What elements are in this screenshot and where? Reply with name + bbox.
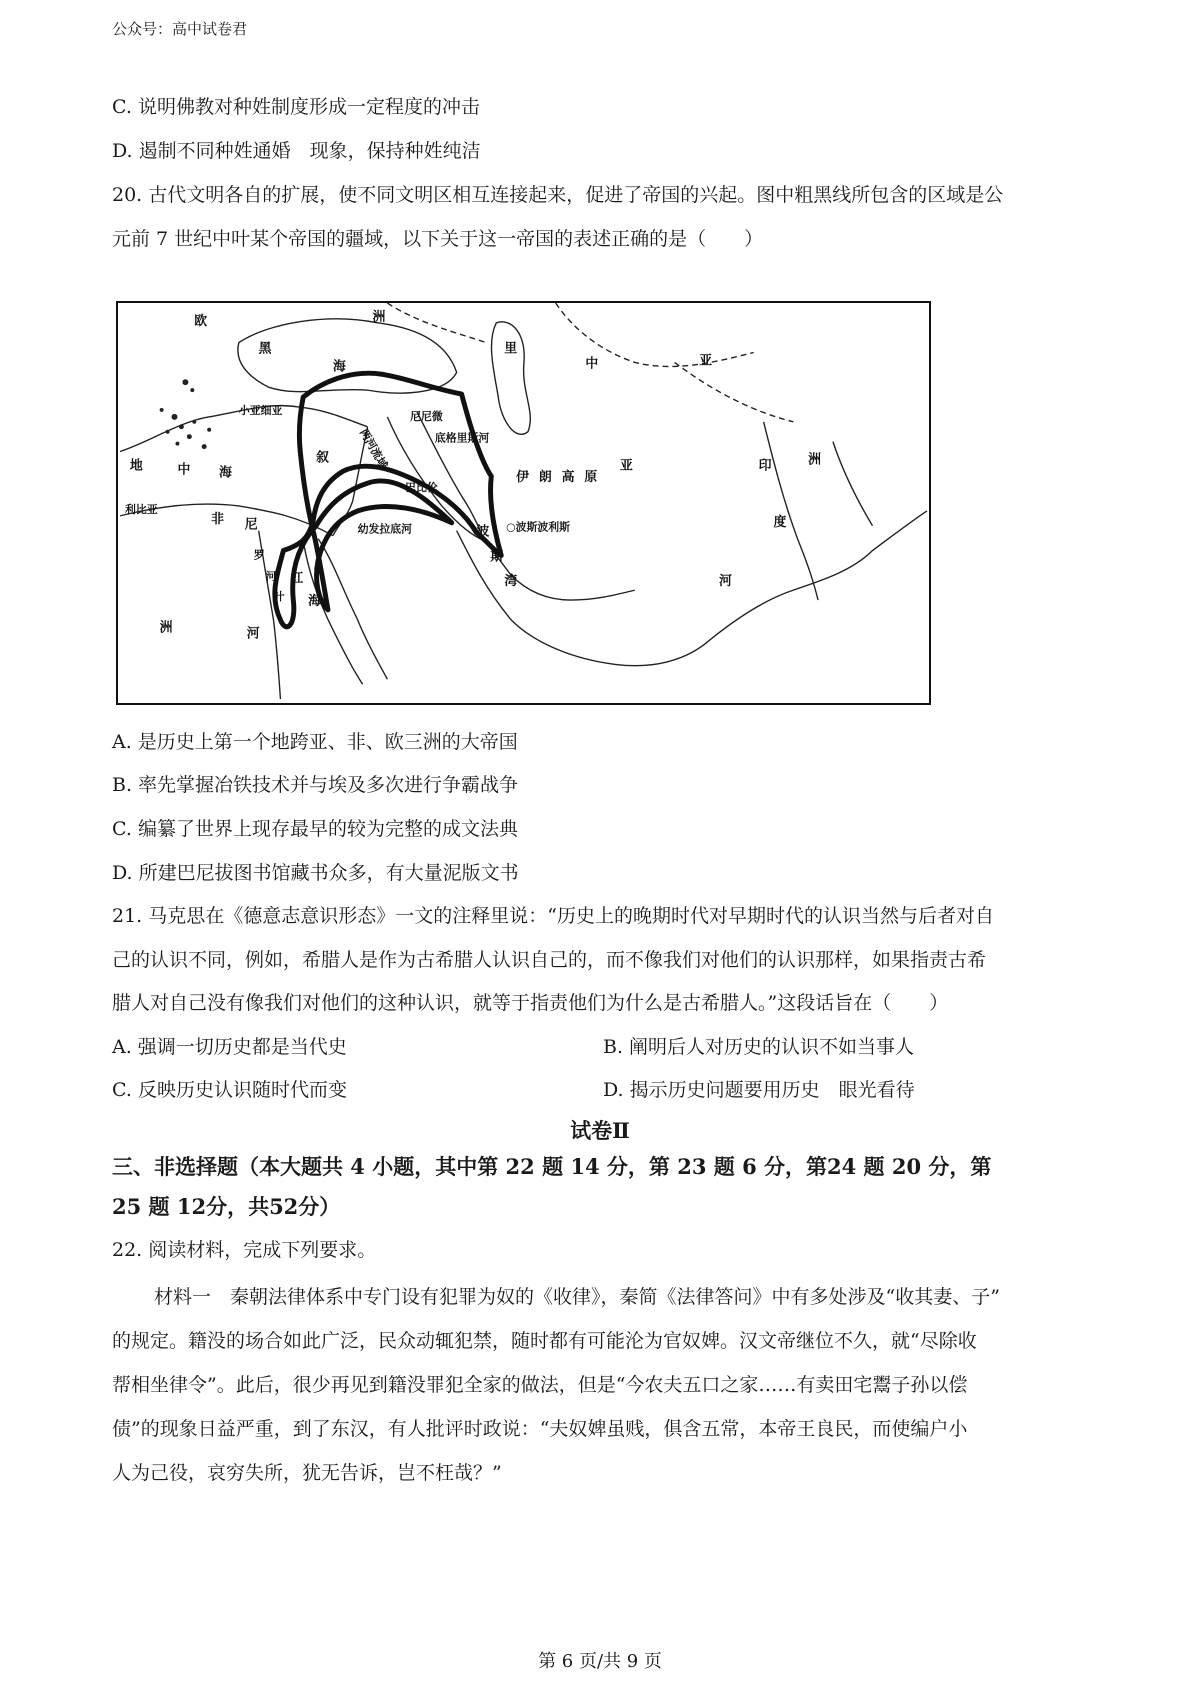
- q19-option-c: C. 说明佛教对种姓制度形成一定程度的冲击: [112, 96, 480, 118]
- dashed-border-1: [387, 303, 486, 343]
- map-label-ya2: 亚: [620, 458, 633, 474]
- map-label-zhou-right: 洲: [808, 452, 822, 468]
- section3-title-line2: 25 题 12分，共52分）: [112, 1194, 341, 1219]
- q20-option-b: B. 率先掌握冶铁技术并与埃及多次进行争霸战争: [112, 774, 519, 796]
- map-label-asia-minor: 小亚细亚: [238, 403, 283, 417]
- map-label-zhong2: 中: [177, 462, 191, 478]
- q19-option-d: D. 遏制不同种姓通婚 现象，保持种姓纯洁: [112, 140, 481, 162]
- map-label-iran-plateau: 伊朗高原: [516, 470, 608, 486]
- map-label-du: 度: [773, 514, 787, 530]
- map-label-bo: 波: [476, 524, 490, 540]
- q21-option-a: A. 强调一切历史都是当代史: [112, 1036, 347, 1058]
- empire-map-svg: [118, 303, 929, 703]
- q22-stem: 22. 阅读材料，完成下列要求。: [112, 1239, 377, 1261]
- map-label-hai-med: 海: [219, 465, 232, 481]
- q21-stem-line1: 21. 马克思在《德意志意识形态》一文的注释里说：“历史上的晚期时代对早期时代的认识当然与后者对自: [112, 905, 994, 927]
- q21-stem-line3: 腊人对自己没有像我们对他们的这种认识，就等于指责他们为什么是古希腊人。”这段话旨在（ ）: [112, 992, 949, 1014]
- map-label-euphrates: 幼发拉底河: [357, 522, 413, 536]
- paper2-title: 试卷Ⅱ: [570, 1118, 630, 1143]
- map-label-hai-black: 海: [332, 359, 346, 375]
- map-label-si: 斯: [490, 549, 504, 565]
- med-east-coast: [333, 427, 368, 536]
- ganges-river: [833, 442, 873, 526]
- map-label-two-rivers: 两河流域: [357, 426, 391, 471]
- map-label-yi: 叙: [316, 450, 329, 466]
- map-label-hei: 黑: [258, 341, 272, 357]
- q21-option-b: B. 阐明后人对历史的认识不如当事人: [603, 1036, 915, 1058]
- map-label-persepolis: ○波斯波利斯: [506, 520, 571, 534]
- map-label-eu: 欧: [194, 313, 208, 329]
- map-label-fei: 非: [211, 511, 224, 527]
- q20-stem-line1: 20. 古代文明各自的扩展，使不同文明区相互连接起来，促进了帝国的兴起。图中粗黑线所包含的区域是公: [112, 184, 1004, 206]
- map-label-tigris: 底格里斯河: [434, 431, 490, 445]
- map-label-nile-river: 河: [265, 570, 277, 584]
- map-label-li: 里: [504, 341, 518, 357]
- q21-option-c: C. 反映历史认识随时代而变: [112, 1079, 347, 1101]
- map-label-zhou-top: 洲: [372, 309, 386, 325]
- empire-map: [116, 301, 931, 705]
- q20-option-a: A. 是历史上第一个地跨亚、非、欧三洲的大帝国: [112, 731, 518, 753]
- map-label-di: 地: [129, 458, 143, 474]
- q22-material-line3: 帮相坐律令”。此后，很少再见到籍没罪犯全家的做法，但是“今农夫五口之家……有卖田宅鬻子孙以偿: [112, 1374, 968, 1396]
- page-footer: 第 6 页/共 9 页: [538, 1651, 662, 1672]
- map-label-zhou-bottom: 洲: [159, 620, 173, 636]
- india-coast: [704, 511, 927, 645]
- q21-option-d: D. 揭示历史问题要用历史 眼光看待: [603, 1079, 915, 1101]
- map-label-zhong: 中: [585, 356, 599, 372]
- map-label-nineveh: 尼尼微: [410, 409, 443, 423]
- q22-material-line4: 债”的现象日益严重，到了东汉，有人批评时政说：“夫奴婢虽贱，俱含五常，本帝王良民，而使编户小: [112, 1418, 968, 1440]
- map-label-hai-red: 海: [308, 593, 322, 609]
- header-source: 公众号：高中试卷君: [112, 20, 248, 38]
- map-label-wan: 湾: [504, 574, 518, 590]
- map-label-he-bottom: 河: [246, 626, 260, 642]
- empire-boundary: [275, 373, 504, 627]
- map-label-yin: 印: [758, 458, 772, 474]
- map-label-luo: 罗: [253, 548, 265, 562]
- map-label-he: 河: [719, 574, 732, 590]
- map-label-ya: 亚: [699, 353, 713, 369]
- q20-stem-line2: 元前 7 世纪中叶某个帝国的疆域，以下关于这一帝国的表述正确的是（ ）: [112, 228, 764, 250]
- indus-river: [764, 422, 818, 600]
- q20-option-d: D. 所建巴尼拔图书馆藏书众多，有大量泥版文书: [112, 862, 519, 884]
- q22-material-line2: 的规定。籍没的场合如此广泛，民众动辄犯禁，随时都有可能沦为官奴婢。汉文帝继位不久，就“尽除收: [112, 1330, 977, 1352]
- map-label-babylon: 巴比伦: [405, 481, 438, 495]
- caspian-coast: [491, 322, 530, 434]
- dashed-border-3: [674, 362, 793, 421]
- map-label-hong: 红: [290, 571, 304, 587]
- section3-title-line1: 三、非选择题（本大题共 4 小题，其中第 22 题 14 分，第 23 题 6 分，第24 题 20 分，第: [112, 1154, 992, 1179]
- map-label-ni: 尼: [244, 517, 258, 533]
- q22-material-line1: 材料一 秦朝法律体系中专门设有犯罪为奴的《收律》，秦简《法律答问》中有多处涉及“收其妻、子”: [154, 1286, 1000, 1308]
- q22-material-line5: 人为己役，哀穷失所，犹无告诉，岂不枉哉？”: [112, 1462, 502, 1484]
- aegean-islands: [160, 379, 211, 449]
- map-label-libya: 利比亚: [124, 502, 158, 516]
- q21-stem-line2: 己的认识不同，例如，希腊人是作为古希腊人认识自己的，而不像我们对他们的认识那样，如果指责古希: [112, 949, 987, 971]
- map-label-ye: 叶: [273, 590, 285, 604]
- q20-option-c: C. 编纂了世界上现存最早的较为完整的成文法典: [112, 818, 518, 840]
